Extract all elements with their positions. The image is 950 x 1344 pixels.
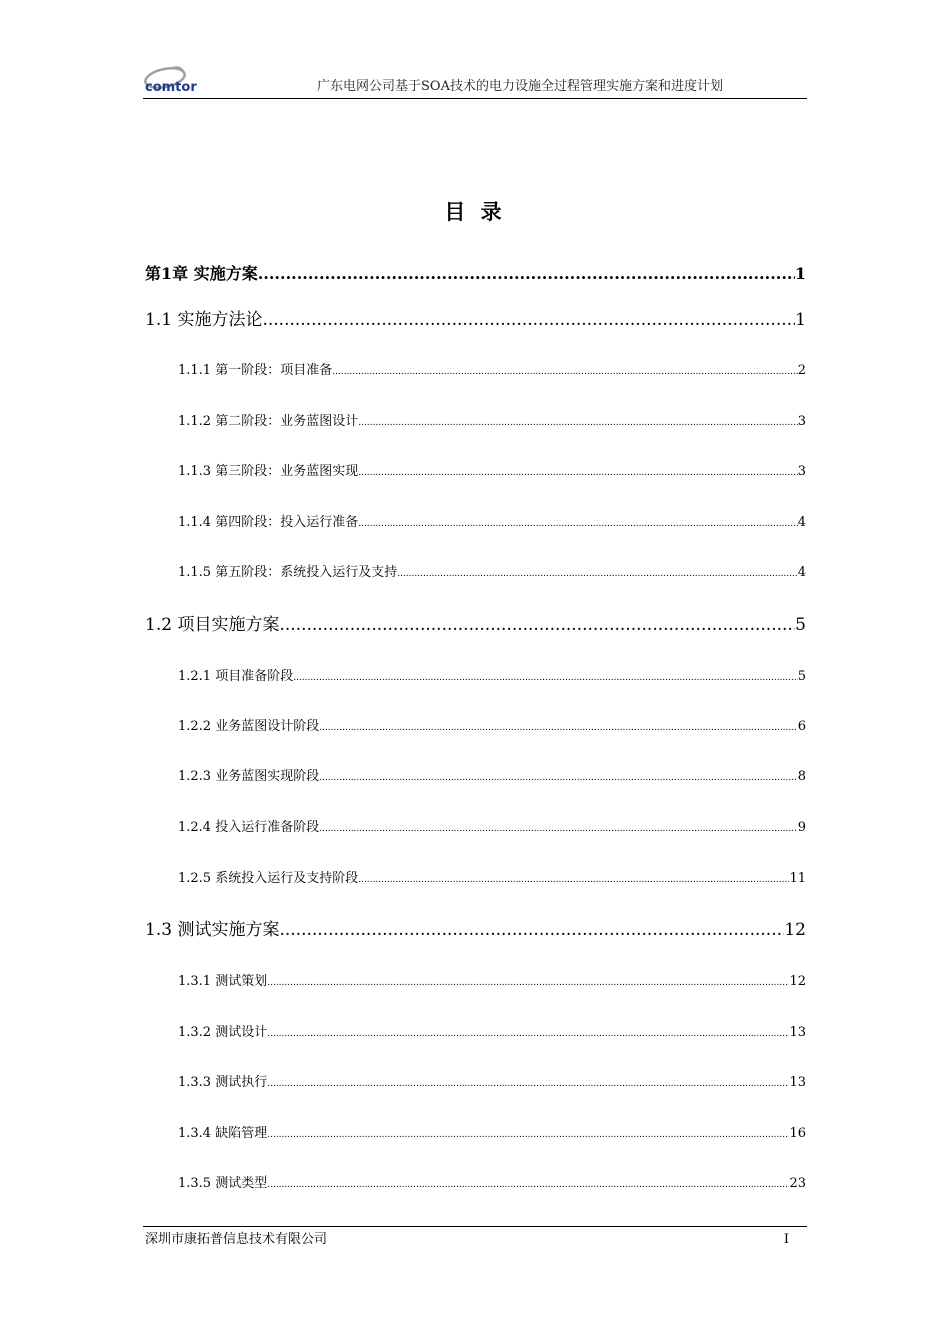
dot-leader — [293, 668, 798, 687]
dot-leader — [358, 870, 789, 889]
toc-entry-label: 1.1.3 第三阶段：业务蓝图实现 — [178, 464, 359, 479]
toc-entry-1-1-4[interactable] — [178, 514, 806, 533]
toc-entry-page: 2 — [797, 363, 806, 378]
toc-entry-chapter-1[interactable] — [145, 264, 806, 284]
toc-entry-1-1-1[interactable] — [178, 362, 806, 381]
toc-entry-page: 6 — [797, 719, 806, 734]
toc-entry-label: 第1章 实施方案 — [145, 264, 258, 283]
toc-entry-label: 1.3.3 测试执行 — [178, 1075, 268, 1090]
toc-entry-1-2-4[interactable] — [178, 819, 806, 838]
toc-title: 目 录 — [444, 199, 506, 224]
toc-entry-label: 1.3.2 测试设计 — [178, 1025, 268, 1040]
toc-entry-label: 1.3 测试实施方案 — [145, 920, 280, 940]
toc-entry-1-1-3[interactable] — [178, 463, 806, 482]
toc-entry-label: 1.2.5 系统投入运行及支持阶段 — [178, 871, 359, 886]
dot-leader — [258, 264, 795, 284]
toc-entry-1-3-4[interactable] — [178, 1125, 806, 1144]
toc-entry-page: 23 — [789, 1176, 806, 1191]
toc-entry-page: 5 — [795, 615, 806, 635]
toc-entry-1-3-5[interactable] — [178, 1175, 806, 1194]
toc-entry-1-2-3[interactable] — [178, 768, 806, 787]
toc-entry-label: 1.3.4 缺陷管理 — [178, 1126, 268, 1141]
dot-leader — [319, 819, 798, 838]
toc-entry-1-3-1[interactable] — [178, 973, 806, 992]
toc-entry-1-2-2[interactable] — [178, 718, 806, 737]
dot-leader — [267, 1024, 789, 1043]
dot-leader — [267, 1074, 789, 1093]
toc-entry-1-2[interactable] — [145, 614, 806, 636]
dot-leader — [332, 362, 798, 381]
toc-entry-page: 11 — [789, 871, 806, 886]
toc-entry-label: 1.1 实施方法论 — [145, 310, 263, 330]
toc-entry-page: 4 — [797, 565, 806, 580]
toc-entry-label: 1.2.3 业务蓝图实现阶段 — [178, 769, 320, 784]
toc-entry-page: 13 — [789, 1075, 806, 1090]
toc-entry-page: 12 — [789, 974, 806, 989]
toc-entry-label: 1.3.5 测试类型 — [178, 1176, 268, 1191]
dot-leader — [267, 973, 789, 992]
toc-entry-label: 1.3.1 测试策划 — [178, 974, 268, 989]
logo-text: comtor — [145, 80, 197, 95]
toc-entry-1-1-5[interactable] — [178, 564, 806, 583]
toc-entry-label: 1.2 项目实施方案 — [145, 615, 280, 635]
dot-leader — [279, 614, 795, 636]
dot-leader — [279, 919, 784, 941]
toc-entry-page: 16 — [789, 1126, 806, 1141]
toc-entry-page: 1 — [795, 310, 806, 330]
toc-entry-page: 13 — [789, 1025, 806, 1040]
dot-leader — [319, 768, 798, 787]
toc-entry-1-2-5[interactable] — [178, 870, 806, 889]
dot-leader — [267, 1175, 789, 1194]
toc-entry-1-2-1[interactable] — [178, 668, 806, 687]
toc-entry-1-3-2[interactable] — [178, 1024, 806, 1043]
toc-entry-label: 1.1.2 第二阶段：业务蓝图设计 — [178, 414, 359, 429]
dot-leader — [319, 718, 798, 737]
footer-page-number: I — [783, 1232, 789, 1247]
toc-entry-label: 1.1.5 第五阶段：系统投入运行及支持 — [178, 565, 398, 580]
toc-entry-label: 1.1.1 第一阶段：项目准备 — [178, 363, 333, 378]
toc-entry-label: 1.2.4 投入运行准备阶段 — [178, 820, 320, 835]
page-footer — [143, 1226, 807, 1253]
dot-leader — [358, 463, 798, 482]
toc-entry-page: 3 — [797, 464, 806, 479]
toc-entry-1-3-3[interactable] — [178, 1074, 806, 1093]
dot-leader — [358, 514, 798, 533]
toc-entry-page: 9 — [797, 820, 806, 835]
dot-leader — [262, 309, 795, 331]
toc-entry-page: 8 — [797, 769, 806, 784]
toc-entry-label: 1.1.4 第四阶段：投入运行准备 — [178, 515, 359, 530]
toc-entry-page: 5 — [797, 669, 806, 684]
dot-leader — [267, 1125, 789, 1144]
toc-entry-page: 3 — [797, 414, 806, 429]
footer-company: 深圳市康拓普信息技术有限公司 — [145, 1232, 328, 1247]
toc-entry-label: 1.2.2 业务蓝图设计阶段 — [178, 719, 320, 734]
toc-entry-label: 1.2.1 项目准备阶段 — [178, 669, 294, 684]
toc-entry-1-1[interactable] — [145, 309, 806, 331]
dot-leader — [397, 564, 798, 583]
toc-entry-page: 12 — [784, 920, 806, 940]
toc-entry-page: 1 — [794, 264, 806, 283]
toc-entry-1-1-2[interactable] — [178, 413, 806, 432]
toc-entry-page: 4 — [797, 515, 806, 530]
toc-entry-1-3[interactable] — [145, 919, 806, 941]
header-title: 广东电网公司基于SOA技术的电力设施全过程管理实施方案和进度计划 — [317, 79, 723, 94]
dot-leader — [358, 413, 798, 432]
